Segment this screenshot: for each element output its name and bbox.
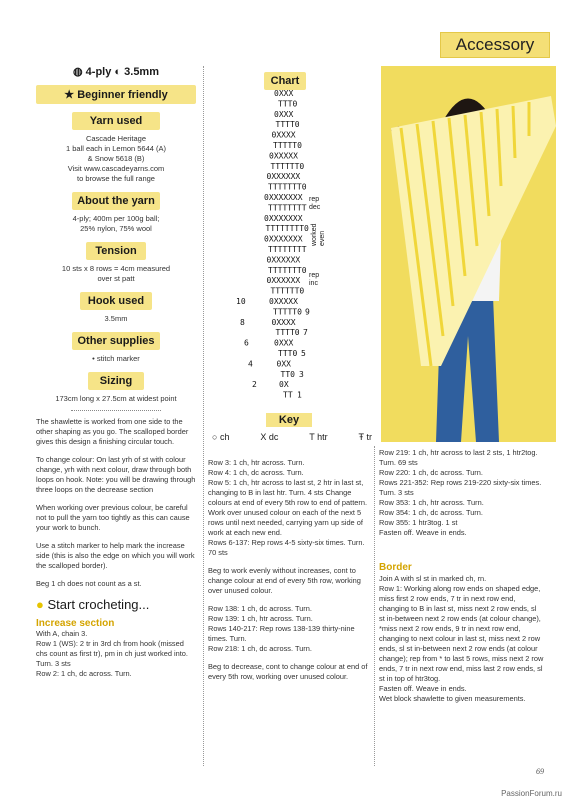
intro-text bbox=[36, 417, 196, 589]
chart-row: TTTTTTTT bbox=[268, 245, 307, 254]
increase-text bbox=[36, 629, 196, 679]
left-column bbox=[36, 62, 196, 679]
yarn-line: & Snow 5618 (B) bbox=[87, 154, 145, 163]
start-heading-text: Start crocheting... bbox=[47, 597, 150, 612]
increase-line: Row 2: 1 ch, dc across. Turn. bbox=[36, 669, 132, 678]
increase-line: With A, chain 3. bbox=[36, 629, 88, 638]
chart-row: TTT0 bbox=[278, 99, 298, 109]
column-divider bbox=[374, 446, 375, 766]
hook-used-text: 3.5mm bbox=[104, 314, 128, 323]
difficulty-badge bbox=[36, 85, 196, 104]
star-icon: ★ bbox=[64, 89, 75, 101]
key-item bbox=[212, 432, 229, 442]
chart-row: 0XXX bbox=[274, 338, 294, 348]
chart-row: TTTTTTT0 bbox=[268, 182, 307, 192]
model-illustration bbox=[381, 66, 556, 442]
difficulty-label: Beginner friendly bbox=[77, 89, 168, 101]
tension-text bbox=[36, 264, 196, 284]
chart-title: Chart bbox=[264, 72, 306, 90]
key-label: ch bbox=[219, 432, 230, 442]
chart-row: 0XXXX bbox=[271, 130, 296, 140]
key-label: dc bbox=[268, 432, 279, 442]
intro-paragraph: Beg 1 ch does not count as a st. bbox=[36, 579, 142, 588]
intro-paragraph: Use a stitch marker to help mark the increase side (this is also the edge on which you will work the scalloped border). bbox=[36, 541, 195, 570]
page-number: 69 bbox=[536, 767, 544, 776]
row-number: 7 bbox=[303, 328, 308, 338]
chart-row: 0XXXXXXX bbox=[264, 193, 303, 202]
pattern-row: Row 138: 1 ch, dc across. Turn. Row 139: 1 ch, htr across. Turn. Rows 140-217: Rep rows 138-139 thirty-nine times. Turn. Row 218: 1 ch, dc across. Turn. bbox=[208, 604, 355, 653]
increase-line: Row 1 (WS): 2 tr in 3rd ch from hook (missed chs count as first tr), pm in ch just worked into. Turn. 3 sts bbox=[36, 639, 188, 668]
increase-heading: Increase section bbox=[36, 618, 115, 629]
chart-row: 0XXXXXX bbox=[266, 276, 301, 286]
about-yarn-title: About the yarn bbox=[72, 192, 160, 210]
pattern-row: Row 4: 1 ch, dc across. Turn. bbox=[208, 468, 304, 477]
tension-title: Tension bbox=[86, 242, 146, 260]
chart-row: TTTTTTTT bbox=[268, 203, 307, 213]
yarn-ball-icon: ◍ bbox=[73, 66, 83, 78]
chart-row: TTTTT0 bbox=[273, 141, 302, 150]
row-number: 3 bbox=[299, 369, 304, 379]
yarn-line: Cascade Heritage bbox=[85, 134, 147, 143]
section-tag: Accessory bbox=[440, 32, 550, 58]
dot-icon: ● bbox=[36, 597, 44, 612]
dc-icon: X bbox=[260, 432, 267, 442]
key-title: Key bbox=[266, 413, 312, 427]
chart-row: TT bbox=[283, 390, 293, 400]
other-supplies-text: • stitch marker bbox=[92, 354, 140, 363]
hook-used-title: Hook used bbox=[80, 292, 152, 310]
chain-icon: ○ bbox=[212, 432, 218, 442]
htr-icon: T bbox=[309, 432, 315, 442]
pattern-row: Rows 6-137: Rep rows 4-5 sixty-six times. Turn. 70 sts bbox=[208, 538, 365, 557]
chart-row: 0XXX bbox=[274, 109, 294, 119]
border-text: Join A with sl st in marked ch, rn. Row 1: Working along row ends on shaped edge, miss first 2 row ends, 7 tr in next row end, changing to B in last st, miss next 2 row ends, sl st in-between next 2 row ends (at colour change), *miss next 2 row ends, 9 tr in next row end, changing to next colour in last st, miss next 2 row ends, sl st in-between next 2 row ends (at colour change); rep from * to last 5 rows, miss next 2 row ends, 7 tr in next row end, miss last 2 row ends, sl st in top of htr3tog. Fasten off. Weave in ends. Wet block shawlette to given measurements. bbox=[379, 574, 544, 703]
crochet-chart bbox=[222, 86, 332, 411]
intro-paragraph: When working over previous colour, be careful not to pull the yarn too tightly as this can cause your work to bunch. bbox=[36, 503, 190, 532]
row-number: 10 bbox=[236, 297, 246, 306]
other-supplies-title: Other supplies bbox=[72, 332, 160, 350]
footer-watermark: PassionForum.ru bbox=[501, 789, 562, 798]
chart-row: TTTTTT0 bbox=[270, 286, 305, 296]
yarn-line: 1 ball each in Lemon 5644 (A) bbox=[65, 144, 167, 153]
chart-row: TTTTTTT0 bbox=[268, 265, 307, 275]
tension-line: over st patt bbox=[97, 274, 135, 283]
pattern-row: Row 3: 1 ch, htr across. Turn. bbox=[208, 458, 305, 467]
row-number: 9 bbox=[305, 307, 310, 317]
chart-row: 0XXXX bbox=[271, 317, 296, 327]
key-item bbox=[309, 432, 327, 442]
yarn-used-title: Yarn used bbox=[72, 112, 160, 130]
chart-row: 0XXXXX bbox=[269, 297, 298, 306]
chart-row: TTTTTTTT0 bbox=[265, 224, 309, 234]
chart-row: 0X bbox=[279, 380, 289, 390]
row-number: 5 bbox=[301, 349, 306, 358]
row-number: 6 bbox=[244, 338, 249, 348]
spec-line bbox=[36, 62, 196, 81]
pattern-row: Beg to work evenly without increases, cont to change colour at end of every 5th row, working over unused colour. bbox=[208, 566, 361, 595]
column-divider bbox=[203, 66, 204, 766]
yarn-used-text bbox=[36, 134, 196, 184]
about-line: 25% nylon, 75% wool bbox=[80, 224, 152, 233]
yarn-weight: 4-ply bbox=[85, 66, 112, 78]
row-number: 2 bbox=[252, 380, 257, 390]
yarn-line: to browse the full range bbox=[77, 174, 155, 183]
chart-row: TTTTT0 bbox=[273, 307, 302, 317]
key-legend bbox=[212, 432, 372, 442]
right-column-text: Row 219: 1 ch, htr across to last 2 sts, 1 htr2tog. Turn. 69 sts Row 220: 1 ch, dc across. Turn. Rows 221-352: Rep rows 219-220 sixty-six times. Turn. 3 sts Row 353: 1 ch, htr across. Turn. Row 354: 1 ch, dc across. Turn. Row 355: 1 htr3tog. 1 st Fasten off. Weave in ends. bbox=[379, 448, 542, 537]
intro-paragraph: The shawlette is worked from one side to the other shaping as you go. The scalloped border gives this design a finishing circular touch. bbox=[36, 417, 189, 446]
about-line: 4-ply; 400m per 100g ball; bbox=[72, 214, 160, 223]
pattern-row: Beg to decrease, cont to change colour at end of every 5th row, working over unused colour. bbox=[208, 662, 368, 681]
pattern-row: Row 5: 1 ch, htr across to last st, 2 htr in last st, changing to B in last htr. Turn. 4 sts Change colours at end of every 5th row to end of pattern. Work over unused colour on each of the next 5 rows until next needed, carrying yarn up side of work at each new end. bbox=[208, 478, 367, 537]
worked-even-label: worked even bbox=[311, 223, 326, 246]
border-heading: Border bbox=[379, 562, 412, 573]
chart-row: TTTT0 bbox=[275, 120, 300, 130]
key-item bbox=[358, 432, 372, 442]
middle-column-text bbox=[208, 458, 368, 690]
divider bbox=[71, 410, 161, 411]
key-item bbox=[260, 432, 278, 442]
row-number: 1 bbox=[297, 390, 302, 400]
key-label: htr bbox=[317, 432, 328, 442]
intro-paragraph: To change colour: On last yrh of st with colour change, yrh with next colour, draw through both loops on hook. Note: you will be drawing through three loops on the decrease section bbox=[36, 455, 196, 494]
chart-row: TT0 bbox=[280, 369, 295, 379]
row-number: 4 bbox=[248, 359, 253, 369]
hook-icon: ◐ bbox=[114, 66, 122, 78]
chart-row: TTT0 bbox=[278, 349, 298, 358]
chart-row: 0XXX bbox=[274, 89, 294, 98]
chart-row: 0XX bbox=[276, 359, 291, 369]
chart-row: 0XXXXXXX bbox=[264, 234, 303, 244]
about-yarn-text bbox=[36, 214, 196, 234]
yarn-link[interactable]: Visit www.cascadeyarns.com bbox=[67, 164, 165, 173]
rep-inc-label: rep inc bbox=[309, 272, 320, 287]
model-photo bbox=[381, 66, 556, 442]
chart-row: 0XXXXXX bbox=[266, 255, 301, 265]
row-number: 8 bbox=[240, 317, 245, 327]
tension-line: 10 sts x 8 rows = 4cm measured bbox=[61, 264, 171, 273]
sizing-text: 173cm long x 27.5cm at widest point bbox=[55, 394, 177, 403]
chart-row: TTTTTT0 bbox=[270, 161, 305, 171]
rep-dec-label: rep dec bbox=[309, 196, 321, 211]
chart-row: 0XXXXXX bbox=[266, 172, 301, 182]
tr-icon: Ŧ bbox=[358, 432, 364, 442]
start-heading bbox=[36, 597, 196, 612]
hook-size: 3.5mm bbox=[124, 66, 159, 78]
chart-row: 0XXXXXXX bbox=[264, 213, 303, 223]
chart-row: TTTT0 bbox=[275, 328, 300, 338]
key-label: tr bbox=[366, 432, 372, 442]
chart-row: 0XXXXX bbox=[269, 151, 298, 161]
sizing-title: Sizing bbox=[88, 372, 144, 390]
